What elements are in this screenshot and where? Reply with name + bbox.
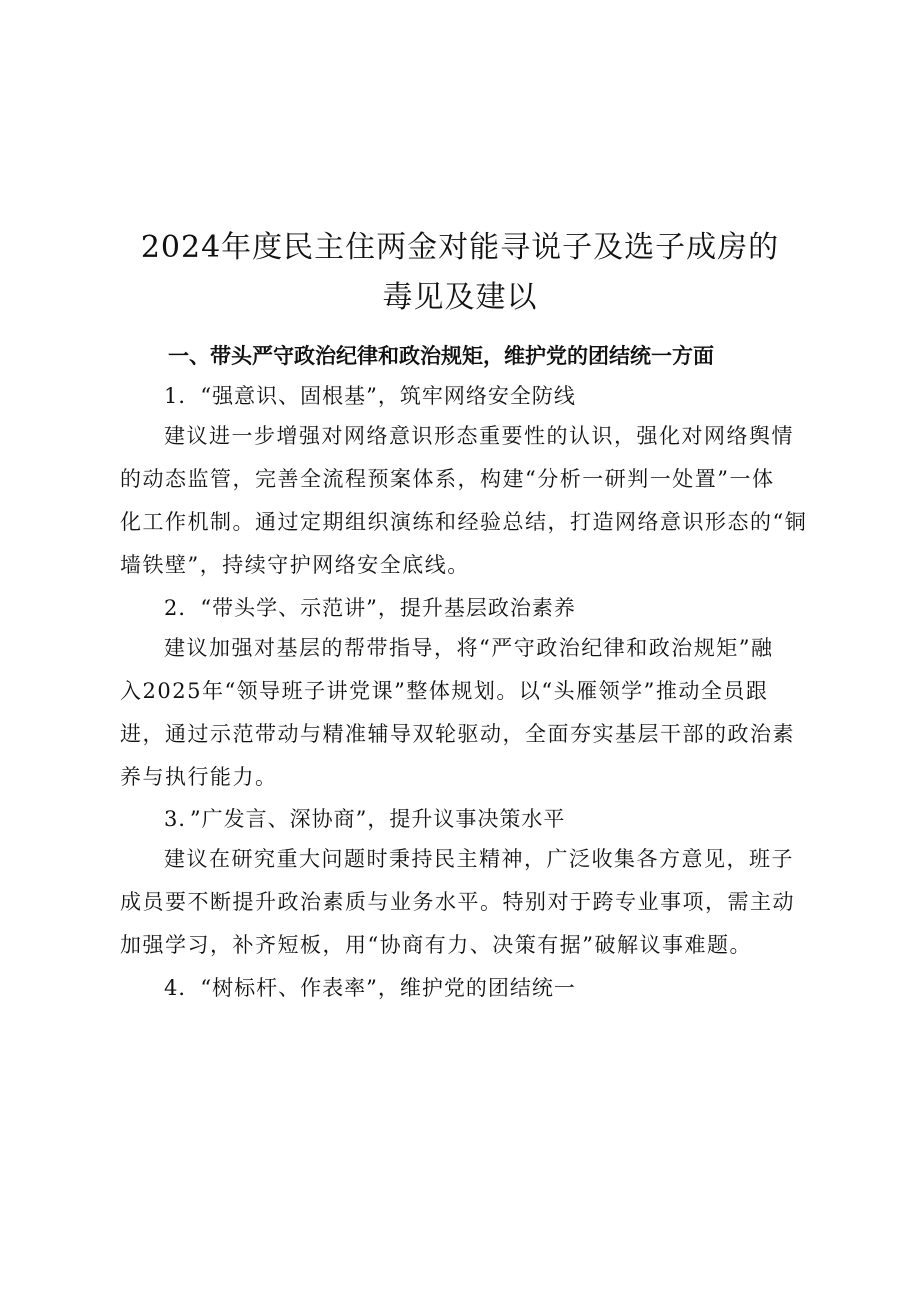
item-1-line-1: 建议进一步增强对网络意识形态重要性的认识，强化对网络舆情 xyxy=(164,424,794,448)
document-title-line-1: 2024年度民主住两金对能寻说子及选子成房的 xyxy=(140,230,780,265)
item-2-line-1: 建议加强对基层的帮带指导，将“严守政治纪律和政治规矩”融 xyxy=(164,636,774,660)
item-1-line-2: 的动态监管，完善全流程预案体系，构建“分析一研判一处置”一体 xyxy=(120,467,775,491)
section-heading: 一、带头严守政治纪律和政治规矩，维护党的团结统一方面 xyxy=(168,344,714,368)
item-1-line-4: 墙铁壁”，持续守护网络安全底线。 xyxy=(120,553,470,577)
item-1-line-3: 化工作机制。通过定期组织演练和经验总结，打造网络意识形态的“铜 xyxy=(120,510,808,534)
item-2-heading: 2．“带头学、示范讲”，提升基层政治素养 xyxy=(164,596,576,620)
item-3-paragraph xyxy=(120,838,832,967)
item-2-line-3: 进，通过示范带动与精准辅导双轮驱动，全面夯实基层干部的政治素 xyxy=(120,722,795,746)
item-2-paragraph xyxy=(120,627,832,799)
item-1-heading: 1．“强意识、固根基”，筑牢网络安全防线 xyxy=(164,384,576,408)
item-4-heading: 4．“树标杆、作表率”，维护党的团结统一 xyxy=(164,976,576,1000)
item-1-paragraph xyxy=(120,415,832,587)
item-3-heading: 3．”广发言、深协商”，提升议事决策水平 xyxy=(164,807,566,831)
document-title-line-2: 毒见及建以 xyxy=(382,280,538,315)
item-3-line-3: 加强学习，补齐短板，用“协商有力、决策有据”破解议事难题。 xyxy=(120,933,752,957)
item-2-line-4: 养与执行能力。 xyxy=(120,765,278,789)
item-3-line-1: 建议在研究重大问题时秉持民主精神，广泛收集各方意见，班子 xyxy=(164,847,794,871)
item-3-line-2: 成员要不断提升政治素质与业务水平。特别对于跨专业事项，需主动 xyxy=(120,890,795,914)
item-2-line-2: 入2025年“领导班子讲党课”整体规划。以“头雁领学”推动全员跟 xyxy=(120,679,769,703)
